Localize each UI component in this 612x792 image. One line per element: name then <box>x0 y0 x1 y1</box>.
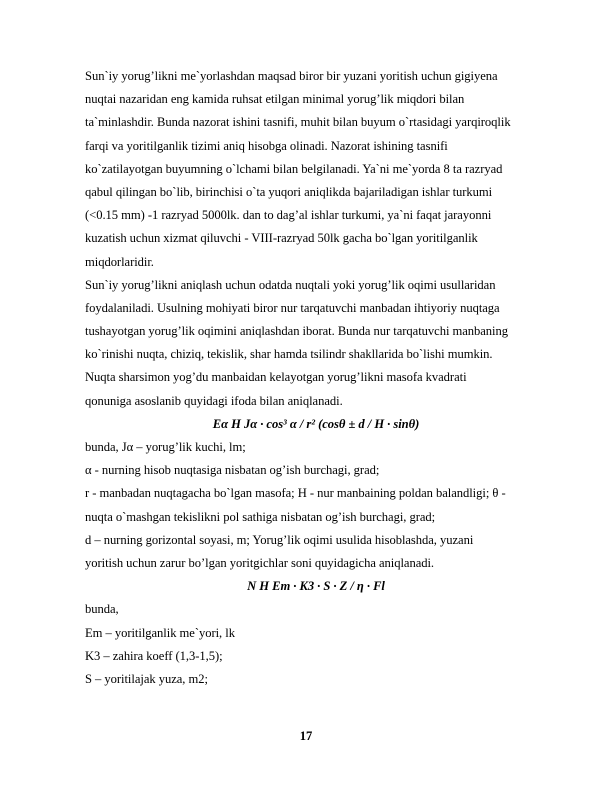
document-page <box>85 65 547 691</box>
definition-line: Em – yoritilganlik me`yori, lk <box>85 625 235 640</box>
body-line: ko`rinishi nuqta, chiziq, tekislik, shar hamda tsilindr shakllarida bo`lishi mumkin. <box>85 347 493 362</box>
definition-line: bunda, Jα – yorug’lik kuchi, lm; <box>85 440 246 454</box>
definition-line: yoritish uchun zarur bo’lgan yoritgichlar soni quyidagicha aniqlanadi. <box>85 555 435 570</box>
definition-line: S – yoritilajak yuza, m2; <box>85 671 208 686</box>
definition-line: bunda, <box>85 602 119 617</box>
definition-line: nuqta o`mashgan tekislikni pol sathiga nisbatan og’ish burchagi, grad; <box>85 509 436 524</box>
body-line: Sun`iy yorug’likni aniqlash uchun odatda nuqtali yoki yorug’lik oqimi usullaridan <box>85 277 496 292</box>
definition-line: d – nurning gorizontal soyasi, m; Yorug’lik oqimi usulida hisoblashda, yuzani <box>85 532 474 547</box>
definition-line: K3 – zahira koeff (1,3-1,5); <box>85 648 223 663</box>
body-line: qonuniga asoslanib quyidagi ifoda bilan aniqlanadi. <box>85 393 343 408</box>
body-line: foydalaniladi. Usulning mohiyati biror nur tarqatuvchi manbadan ihtiyoriy nuqtaga <box>85 300 500 315</box>
body-line: tushayotgan yorug’lik oqimini aniqlashdan iborat. Bunda nur tarqatuvchi manbaning <box>85 324 509 339</box>
body-line: Sun`iy yorug’likni me`yorlashdan maqsad biror bir yuzani yoritish uchun gigiyena <box>85 69 498 83</box>
definition-line: r - manbadan nuqtagacha bo`lgan masofa; H - nur manbaining poldan balandligi; θ - <box>85 486 506 501</box>
definition-line: α - nurning hisob nuqtasiga nisbatan og’ish burchagi, grad; <box>85 463 380 478</box>
body-line: ta`minlashdir. Bunda nazorat ishini tasnifi, muhit bilan buyum o`rtasidagi yarqiroqlik <box>85 115 511 130</box>
body-line: qabul qilingan bo`lib, birinchisi o`ta yuqori aniqlikda bajariladigan ishlar turkumi <box>85 184 493 199</box>
body-line: nuqtai nazaridan eng kamida ruhsat etilgan minimal yorug’lik miqdori bilan <box>85 92 465 107</box>
body-line: farqi va yoritilganlik tizimi aniq hisobga olinadi. Nazorat ishining tasnifi <box>85 138 448 153</box>
body-line: (<0.15 mm) -1 razryad 5000lk. dan to dag’al ishlar turkumi, ya`ni faqat jarayonni <box>85 208 492 223</box>
body-line: ko`zatilayotgan buyumning o`lchami bilan belgilanadi. Ya`ni me`yorda 8 ta razryad <box>85 161 503 176</box>
fixture-count-formula: N H Em · K3 · S · Z / η · Fl <box>247 579 385 594</box>
page-number: 17 <box>299 729 313 743</box>
body-line: Nuqta sharsimon yog’du manbaidan kelayotgan yorug’likni masofa kvadrati <box>85 370 467 385</box>
illuminance-formula: Eα H Jα · cos³ α / r² (cosθ ± d / H · sinθ) <box>212 416 420 431</box>
body-line: kuzatish uchun xizmat qiluvchi - VIII-razryad 50lk gacha bo`lgan yoritilganlik <box>85 231 478 246</box>
body-line: miqdorlaridir. <box>85 254 154 269</box>
